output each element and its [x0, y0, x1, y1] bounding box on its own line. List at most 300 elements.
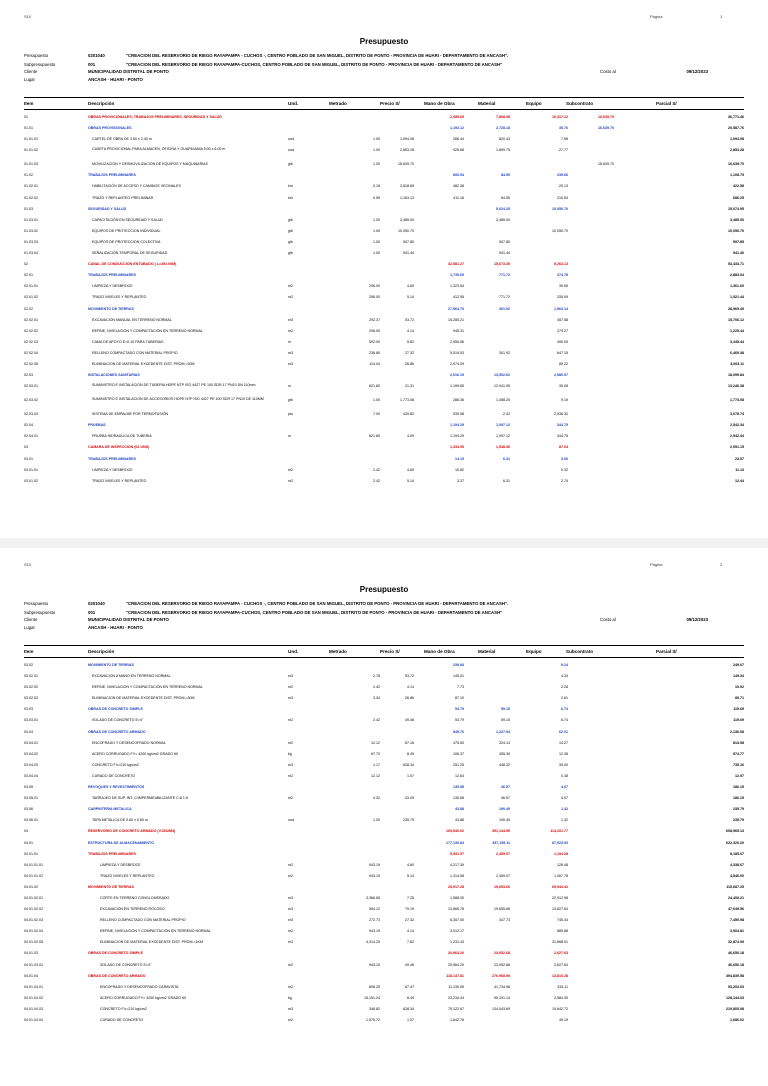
presupuesto-label: Presupuesto: [24, 53, 49, 58]
row-description: CONCRETO F'c=210 kg/cm2: [100, 1006, 147, 1011]
table-row: [24, 738, 744, 749]
row-mano-obra: 3.37: [457, 478, 464, 483]
page-title: Presupuesto: [359, 37, 409, 46]
row-item: 01.01.02: [24, 148, 38, 153]
col-descripcion: Descripción: [88, 101, 115, 106]
row-item: 02.02.01: [24, 317, 38, 322]
row-unit: und: [288, 148, 294, 153]
presupuesto-description: "CREACION DEL RESERVORIO DE RIEGO RAYAPAMPA - CUCHOS -, CENTRO POBLADO DE SAN MIGUEL, DISTRITO DE PONTO - PROVINCIA DE HUARI - DEPARTAMENTO DE ANCASH".: [126, 53, 509, 58]
row-metrado: 67.70: [371, 751, 380, 756]
col-precio: Precio S/: [380, 649, 400, 654]
row-description: MOVILIZACION Y DESMOVILIZACION DE EQUIPOS Y MAQUINARIAS: [92, 162, 208, 167]
row-metrado: 2.42: [373, 478, 380, 483]
row-item: 03.02.03: [24, 696, 38, 701]
row-equipo: 1,963.14: [554, 306, 568, 311]
row-description: SUMINISTRO E INSTALACION DE ACCESORIOS HDPE NTP ISO 4427 PE 100 SDR 17 PN10 DE 110MM: [92, 397, 264, 402]
row-item: 02.02.02: [24, 328, 38, 333]
row-description: TRABAJOS PRELIMINARES: [88, 273, 136, 278]
row-equipo: 22,912.98: [552, 895, 568, 900]
row-mano-obra: 32,581.27: [448, 262, 464, 267]
row-parcial: 249.07: [733, 663, 744, 667]
table-row: [24, 237, 744, 248]
row-parcial: 574.77: [733, 751, 744, 756]
row-precio: 1,163.13: [400, 195, 414, 200]
row-parcial: 3,445.44: [730, 339, 744, 344]
table-row: [24, 660, 744, 671]
row-material: 46.57: [501, 796, 510, 801]
col-parcial: Parcial S/: [656, 649, 677, 654]
row-unit: und: [288, 137, 294, 142]
row-unit: m: [288, 434, 291, 439]
row-metrado: 621.60: [369, 434, 380, 439]
table-row: [24, 893, 744, 904]
row-parcial: 1,108.75: [730, 173, 744, 178]
row-unit: kg: [288, 995, 292, 1000]
subpresupuesto-description: "CREACION DEL RESERVORIO DE RIEGO RAYAPAMPA-CUCHOS, CENTRO POBLADO DE SAN MIGUEL, DISTRITO DE PONTO - PROVINCIA DE HUARI - DEPARTAMENTO DE ANCASH": [126, 62, 503, 67]
row-description: EXCAVACION A MANO EN TERRENO NORMAL: [92, 674, 171, 679]
row-equipo: 374.78: [557, 273, 568, 278]
row-metrado: 943.19: [369, 862, 380, 867]
row-precio: 16,639.70: [398, 162, 414, 167]
row-parcial: 47,049.56: [728, 907, 744, 912]
row-equipo: 12.38: [559, 751, 568, 756]
row-description: INSTALACIONES SANITARIAS: [88, 373, 140, 378]
row-unit: m3: [288, 317, 293, 322]
row-material: 276,968.90: [492, 973, 510, 978]
row-description: SEÑALIZACIÓN TEMPORAL DE SEGURIDAD: [92, 251, 168, 256]
row-mano-obra: 475.50: [453, 740, 464, 745]
row-item: 03.06.01: [24, 818, 38, 823]
row-parcial: 1,773.08: [730, 398, 744, 403]
row-equipo: 5,263.13: [554, 262, 568, 267]
table-row: [24, 871, 744, 882]
row-parcial: 186.15: [733, 796, 744, 801]
row-mano-obra: 1,642.76: [450, 1018, 464, 1022]
row-parcial: 3,485.00: [730, 217, 744, 222]
row-unit: glb: [288, 239, 293, 244]
row-unit: m2: [288, 1018, 293, 1022]
row-unit: glb: [288, 251, 293, 256]
row-material: 23,052.68: [494, 962, 510, 967]
row-item: 01.01.03: [24, 162, 38, 167]
row-equipo: 2,536.32: [554, 412, 568, 417]
row-precio: 26.86: [405, 696, 414, 701]
row-metrado: 1.00: [373, 239, 380, 244]
row-item: 03.01.01: [24, 467, 38, 472]
col-und: Und.: [288, 101, 299, 106]
row-precio: 10,050.70: [398, 228, 414, 233]
row-equipo: 35.76: [559, 126, 568, 131]
table-row: [24, 292, 744, 303]
row-parcial: 46,650.18: [728, 962, 744, 967]
row-metrado: 592.00: [369, 339, 380, 344]
row-mano-obra: 845.76: [453, 729, 464, 734]
row-equipo: 2,627.63: [554, 951, 568, 956]
table-row: [24, 204, 744, 215]
row-metrado: 296.00: [369, 328, 380, 333]
row-unit: m2: [288, 862, 293, 867]
row-parcial: 735.16: [733, 762, 744, 767]
row-precio: 4.14: [407, 328, 414, 333]
row-unit: m3: [288, 762, 293, 767]
row-material: 357,159.11: [492, 840, 510, 845]
row-description: LIMPIEZA Y DESBROCE: [100, 862, 141, 867]
row-material: 2,459.07: [496, 873, 510, 878]
row-precio: 3,485.00: [400, 217, 414, 222]
budget-table: [24, 112, 744, 487]
header-row: [24, 617, 744, 623]
table-row: [24, 159, 744, 170]
table-row: [24, 315, 744, 326]
row-metrado: 943.19: [369, 873, 380, 878]
row-precio: 4.09: [407, 434, 414, 439]
row-item: 02.04.01: [24, 434, 38, 439]
row-mano-obra: 43.88: [455, 818, 464, 823]
row-item: 04.01.04.04: [24, 1018, 43, 1022]
table-row: [24, 181, 744, 192]
row-metrado: 943.19: [369, 929, 380, 934]
row-item: 03.04.01: [24, 740, 38, 745]
row-description: CASETA PROVICIONAL PARA ALMACEN, OFICINA Y GUARDIANIA 5.00 x 6.00 m: [92, 147, 226, 152]
row-parcial: 8,185.67: [730, 851, 744, 856]
row-item: 03.06: [24, 807, 33, 812]
table-row: [24, 248, 744, 259]
row-precio: 4.14: [407, 929, 414, 934]
table-row: [24, 420, 744, 431]
table-row: [24, 270, 744, 281]
table-row: [24, 782, 744, 793]
table-row: [24, 442, 744, 453]
table-row: [24, 1015, 744, 1026]
row-mano-obra: 3,012.17: [450, 929, 464, 934]
row-material: 6.31: [503, 456, 510, 461]
row-equipo: 10,050.70: [552, 206, 568, 211]
row-parcial: 10,050.70: [728, 228, 744, 233]
row-description: REFINE, NIVELACION Y COMPACTACION EN TERRENO NORMAL: [92, 685, 203, 690]
row-material: 190.49: [499, 807, 510, 812]
row-material: 1,227.94: [496, 729, 510, 734]
row-parcial: 3,904.81: [730, 929, 744, 934]
row-precio: 1.07: [407, 773, 414, 778]
row-precio: 8.49: [407, 751, 414, 756]
row-mano-obra: 20,964.20: [448, 951, 464, 956]
column-header-bar: [24, 645, 744, 658]
table-row: [24, 926, 744, 937]
row-precio: 1.07: [407, 1018, 414, 1022]
row-mano-obra: 75,122.67: [448, 1006, 464, 1011]
row-parcial: 2,883.04: [730, 273, 744, 278]
row-equipo: 210.54: [557, 195, 568, 200]
row-description: TRAZO NIVELES Y REPLANTEO: [100, 873, 155, 878]
row-metrado: 2.42: [373, 685, 380, 690]
row-mano-obra: 1,199.65: [450, 384, 464, 389]
table-row: [24, 215, 744, 226]
row-description: PRUEBA HIDRAULICA DE TUBERIA: [92, 434, 152, 439]
table-row: [24, 465, 744, 476]
row-item: 03.02.02: [24, 685, 38, 690]
software-tag: S10: [24, 14, 32, 19]
row-parcial: 23.57: [735, 456, 744, 461]
row-metrado: 2.78: [373, 674, 380, 679]
column-header-bar: [24, 97, 744, 110]
row-mano-obra: 1,231.43: [450, 940, 464, 945]
table-row: [24, 134, 744, 145]
header-row: [24, 69, 744, 75]
row-precio: 27.32: [405, 350, 414, 355]
row-mano-obra: 23,234.43: [448, 995, 464, 1000]
row-description: OBRAS DE CONCRETO SIMPLE: [88, 951, 143, 956]
row-precio: 2,818.65: [400, 184, 414, 189]
row-material: 190.49: [499, 818, 510, 823]
row-precio: 43.09: [405, 796, 414, 801]
row-precio: 67.16: [405, 740, 414, 745]
row-mano-obra: 251.25: [453, 762, 464, 767]
row-mano-obra: 14.19: [455, 456, 464, 461]
row-item: 02.03.02: [24, 398, 38, 403]
row-equipo: 6.74: [561, 718, 568, 723]
cliente-label: Cliente: [24, 69, 38, 74]
row-description: SOLADO DE CONCRETO E=4": [100, 962, 152, 967]
col-metrado: Metrado: [329, 649, 347, 654]
row-description: ACERO CORRUGADO FY= 4200 kg/cm2 GRADO 60: [100, 995, 186, 1000]
row-equipo: 2.28: [561, 685, 568, 690]
row-unit: glb: [288, 162, 293, 167]
costo-date: 09/12/2023: [686, 69, 708, 74]
lugar-name: ANCASH - HUARI - PONTO: [88, 77, 143, 82]
row-parcial: 813.98: [733, 740, 744, 745]
row-parcial: 3,078.74: [730, 412, 744, 417]
row-unit: m3: [288, 696, 293, 701]
row-metrado: 236.80: [369, 350, 380, 355]
row-metrado: 1.00: [373, 148, 380, 153]
page-label: Página: [650, 562, 663, 567]
row-description: CORTE EN TERRENO CONGLOMERADO: [100, 895, 170, 900]
row-parcial: 20,587.76: [728, 126, 744, 131]
row-description: LIMPIEZA Y DESBROCE: [92, 284, 133, 289]
row-precio: 5.14: [407, 295, 414, 300]
row-parcial: 13,246.38: [728, 384, 744, 389]
row-metrado: 1.00: [373, 162, 380, 167]
row-equipo: 13,627.63: [552, 907, 568, 912]
row-item: 04.01.04.01: [24, 984, 43, 989]
row-description: ENCOFRADO Y DESENCOFRADO NORMAL: [92, 740, 166, 745]
row-description: OBRAS DE CONCRETO ARMADO: [88, 973, 146, 978]
row-mano-obra: 5,519.53: [450, 350, 464, 355]
row-equipo: 2,584.30: [554, 995, 568, 1000]
row-description: RELLENO COMPACTADO CON MATERIAL PROPIO: [92, 350, 178, 355]
row-parcial: 1,361.60: [730, 284, 744, 289]
row-item: 03.04.03: [24, 762, 38, 767]
row-mano-obra: 1,194.29: [450, 434, 464, 439]
table-row: [24, 838, 744, 849]
page-label: Página: [650, 14, 663, 19]
row-metrado: 3,366.65: [366, 895, 380, 900]
table-row: [24, 915, 744, 926]
row-description: TRABAJOS PRELIMINARES: [88, 851, 136, 856]
row-metrado: 114.04: [369, 361, 380, 366]
row-precio: 941.40: [403, 251, 414, 256]
header-row: [24, 601, 744, 607]
row-precio: 439.82: [403, 412, 414, 417]
row-unit: m2: [288, 467, 293, 472]
row-material: 19,653.66: [494, 884, 510, 889]
row-precio: 628.34: [403, 762, 414, 767]
row-item: 04.01.01: [24, 851, 38, 856]
row-material: 1,097.12: [496, 423, 510, 428]
row-description: REFINE, NIVELACION Y COMPACTACION EN TERRENO NORMAL: [92, 328, 203, 333]
col-subcontrato: Subcontrato: [566, 101, 594, 106]
row-material: 84.55: [501, 195, 510, 200]
row-equipo: 1.32: [561, 807, 568, 812]
table-row: [24, 993, 744, 1004]
row-equipo: 279.27: [557, 328, 568, 333]
row-mano-obra: 266.44: [453, 137, 464, 142]
row-description: OBRAS PROVISIONALES: [88, 126, 132, 131]
row-description: OBRAS DE CONCRETO ARMADO: [88, 729, 146, 734]
row-metrado: 272.73: [369, 918, 380, 923]
table-row: [24, 693, 744, 704]
table-row: [24, 409, 744, 420]
row-mano-obra: 27,564.70: [448, 306, 464, 311]
row-material: 301.92: [499, 350, 510, 355]
row-unit: m2: [288, 962, 293, 967]
row-parcial: 219,805.08: [726, 1006, 744, 1011]
row-item: 02.04: [24, 423, 33, 428]
row-description: ELIMINACION DE MATERIAL EXCEDENTE DIST. PROM.=30M: [92, 361, 195, 366]
row-equipo: 889.88: [557, 929, 568, 934]
table-row: [24, 882, 744, 893]
row-unit: m: [288, 384, 291, 389]
row-description: TRABAJOS PRELIMINARES: [88, 456, 136, 461]
row-item: 04.01.04.02: [24, 995, 43, 1000]
software-tag: S10: [24, 562, 32, 567]
row-item: 01.02: [24, 173, 33, 178]
row-material: 448.32: [499, 762, 510, 767]
row-unit: glb: [288, 217, 293, 222]
row-material: 391,144.59: [492, 829, 510, 834]
row-item: 01.01.01: [24, 137, 38, 142]
row-description: SUMINISTRO E INSTALACION DE TUBERIA HDPE NTP ISO 4427 PE 100 SDR 17 PN10 DN 110mm: [92, 383, 256, 388]
row-parcial: 115,687.25: [726, 884, 744, 889]
row-subcontrato: 16,639.70: [598, 162, 614, 167]
row-material: 23,052.68: [494, 951, 510, 956]
row-unit: m2: [288, 284, 293, 289]
row-item: 03: [24, 445, 28, 450]
row-item: 04.01.02.03: [24, 918, 43, 923]
row-mano-obra: 13,865.78: [448, 907, 464, 912]
row-unit: m2: [288, 740, 293, 745]
row-mano-obra: 5,531.97: [450, 851, 464, 856]
row-equipo: 335.09: [557, 295, 568, 300]
table-row: [24, 112, 744, 123]
subpresupuesto-code: 001: [88, 610, 96, 615]
col-material: Material: [478, 649, 496, 654]
row-description: TAPA METALICA DE 0.60 x 0.60 m: [92, 818, 148, 823]
row-parcial: 941.40: [733, 251, 744, 256]
row-item: 04.01.03.01: [24, 962, 43, 967]
row-material: 1,458.25: [496, 398, 510, 403]
row-mano-obra: 1,735.69: [450, 273, 464, 278]
row-item: 01.03: [24, 206, 33, 211]
table-row: [24, 727, 744, 738]
row-material: 597.85: [499, 239, 510, 244]
row-parcial: 89.71: [735, 696, 744, 701]
table-row: [24, 381, 744, 395]
costo-label: Costo al: [600, 617, 616, 622]
col-subcontrato: Subcontrato: [566, 649, 594, 654]
row-parcial: 12.97: [735, 773, 744, 778]
table-row: [24, 860, 744, 871]
row-item: 04.01.02.01: [24, 895, 43, 900]
row-item: 03.05: [24, 785, 33, 790]
table-row: [24, 304, 744, 315]
row-item: 04.01.01.01: [24, 862, 43, 867]
row-material: 3,485.00: [496, 217, 510, 222]
row-unit: m2: [288, 718, 293, 723]
row-item: 02.02: [24, 306, 33, 311]
row-parcial: 1,225.44: [730, 328, 744, 333]
row-description: RELLENO COMPACTADO CON MATERIAL PROPIO: [100, 918, 186, 923]
row-mano-obra: 53.79: [455, 718, 464, 723]
row-precio: 5.82: [407, 339, 414, 344]
row-parcial: 6,469.38: [730, 350, 744, 355]
row-equipo: 344.75: [557, 423, 568, 428]
row-material: 820.43: [499, 137, 510, 142]
row-item: 02.02.03: [24, 339, 38, 344]
row-unit: glb: [288, 228, 293, 233]
row-unit: km: [288, 195, 293, 200]
row-description: TRABAJOS PRELIMINARES: [88, 173, 136, 178]
row-parcial: 1,094.08: [730, 137, 744, 142]
row-mano-obra: 1,333.95: [450, 445, 464, 450]
row-equipo: 14.27: [559, 740, 568, 745]
col-und: Und.: [288, 649, 299, 654]
row-description: EXCAVACION MANUAL EN TERRENO NORMAL: [92, 317, 172, 322]
table-row: [24, 359, 744, 370]
row-precio: 79.19: [405, 907, 414, 912]
col-equipo: Equipo: [526, 649, 542, 654]
row-item: 02.03.01: [24, 384, 38, 389]
row-parcial: 2,542.34: [730, 423, 744, 428]
row-material: 347.73: [499, 918, 510, 923]
row-mano-obra: 20,964.20: [448, 962, 464, 967]
row-material: 771.72: [499, 295, 510, 300]
row-unit: m3: [288, 350, 293, 355]
header-row: [24, 53, 744, 59]
row-material: 301.92: [499, 306, 510, 311]
row-equipo: 1.32: [561, 818, 568, 823]
row-description: MOVIMIENTO DE TIERRAS: [88, 884, 134, 889]
row-description: RESERVORIO DE CONCRETO ARMADO (V1532M3): [88, 829, 176, 834]
row-equipo: 490.09: [557, 339, 568, 344]
row-precio: 21.31: [405, 384, 414, 389]
row-precio: 53.72: [405, 317, 414, 322]
table-row: [24, 259, 744, 270]
header-row: [24, 62, 744, 68]
table-row: [24, 760, 744, 771]
row-parcial: 15,706.12: [728, 317, 744, 322]
presupuesto-code: 0201040: [88, 601, 105, 606]
table-row: [24, 348, 744, 359]
row-material: 1,899.75: [496, 148, 510, 153]
row-material: 5,024.25: [496, 206, 510, 211]
row-precio: 7.62: [407, 940, 414, 945]
row-item: 04.01.01.02: [24, 873, 43, 878]
row-description: EXCAVACION EN TERRENO ROCOSO: [100, 907, 165, 912]
row-metrado: 4,314.29: [366, 940, 380, 945]
presupuesto-code: 0201040: [88, 53, 105, 58]
col-material: Material: [478, 101, 496, 106]
